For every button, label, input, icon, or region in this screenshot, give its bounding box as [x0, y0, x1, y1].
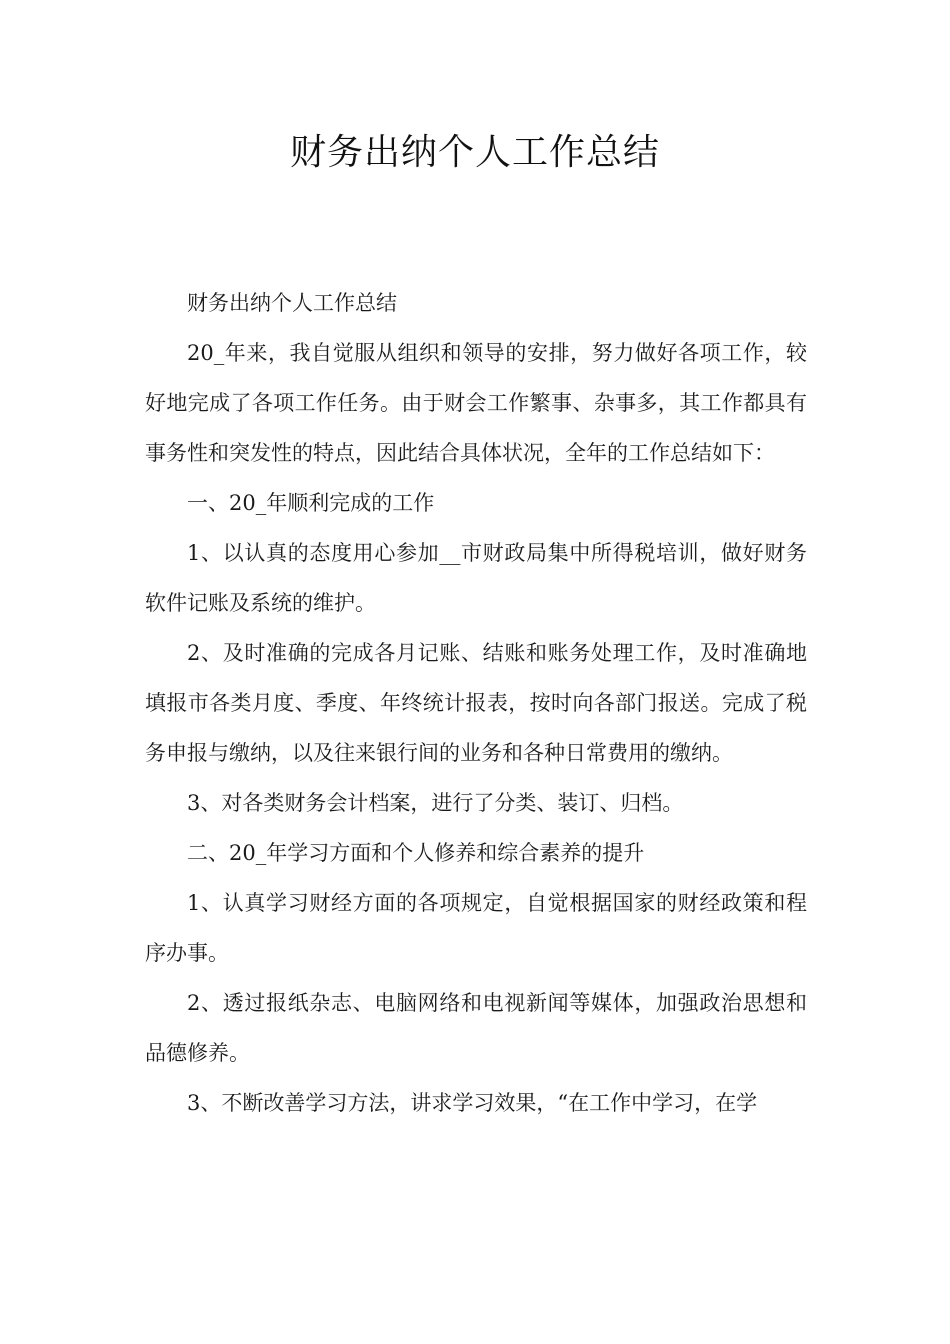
list-item: 3、不断改善学习方法，讲求学习效果，“在工作中学习，在学: [187, 1091, 758, 1115]
document-body: [145, 278, 807, 1128]
list-item: 1、认真学习财经方面的各项规定，自觉根据国家的财经政策和程序办事。: [145, 891, 807, 965]
section-heading-2: 二、20_年学习方面和个人修养和综合素养的提升: [187, 841, 645, 865]
section-heading-1: 一、20_年顺利完成的工作: [187, 491, 435, 515]
document-title: 财务出纳个人工作总结: [289, 132, 660, 173]
list-item: 3、对各类财务会计档案，进行了分类、装订、归档。: [187, 791, 684, 815]
paragraph-subtitle: 财务出纳个人工作总结: [187, 291, 397, 315]
paragraph-intro: 20_年来，我自觉服从组织和领导的安排，努力做好各项工作，较好地完成了各项工作任务。由于财会工作繁事、杂事多，其工作都具有事务性和突发性的特点，因此结合具体状况，全年的工作总结如下：: [145, 341, 807, 465]
list-item: 2、及时准确的完成各月记账、结账和账务处理工作，及时准确地填报市各类月度、季度、年终统计报表，按时向各部门报送。完成了税务申报与缴纳，以及往来银行间的业务和各种日常费用的缴纳。: [145, 641, 807, 765]
list-item: 2、透过报纸杂志、电脑网络和电视新闻等媒体，加强政治思想和品德修养。: [145, 991, 807, 1065]
list-item: 1、以认真的态度用心参加__市财政局集中所得税培训，做好财务软件记账及系统的维护。: [145, 541, 807, 615]
